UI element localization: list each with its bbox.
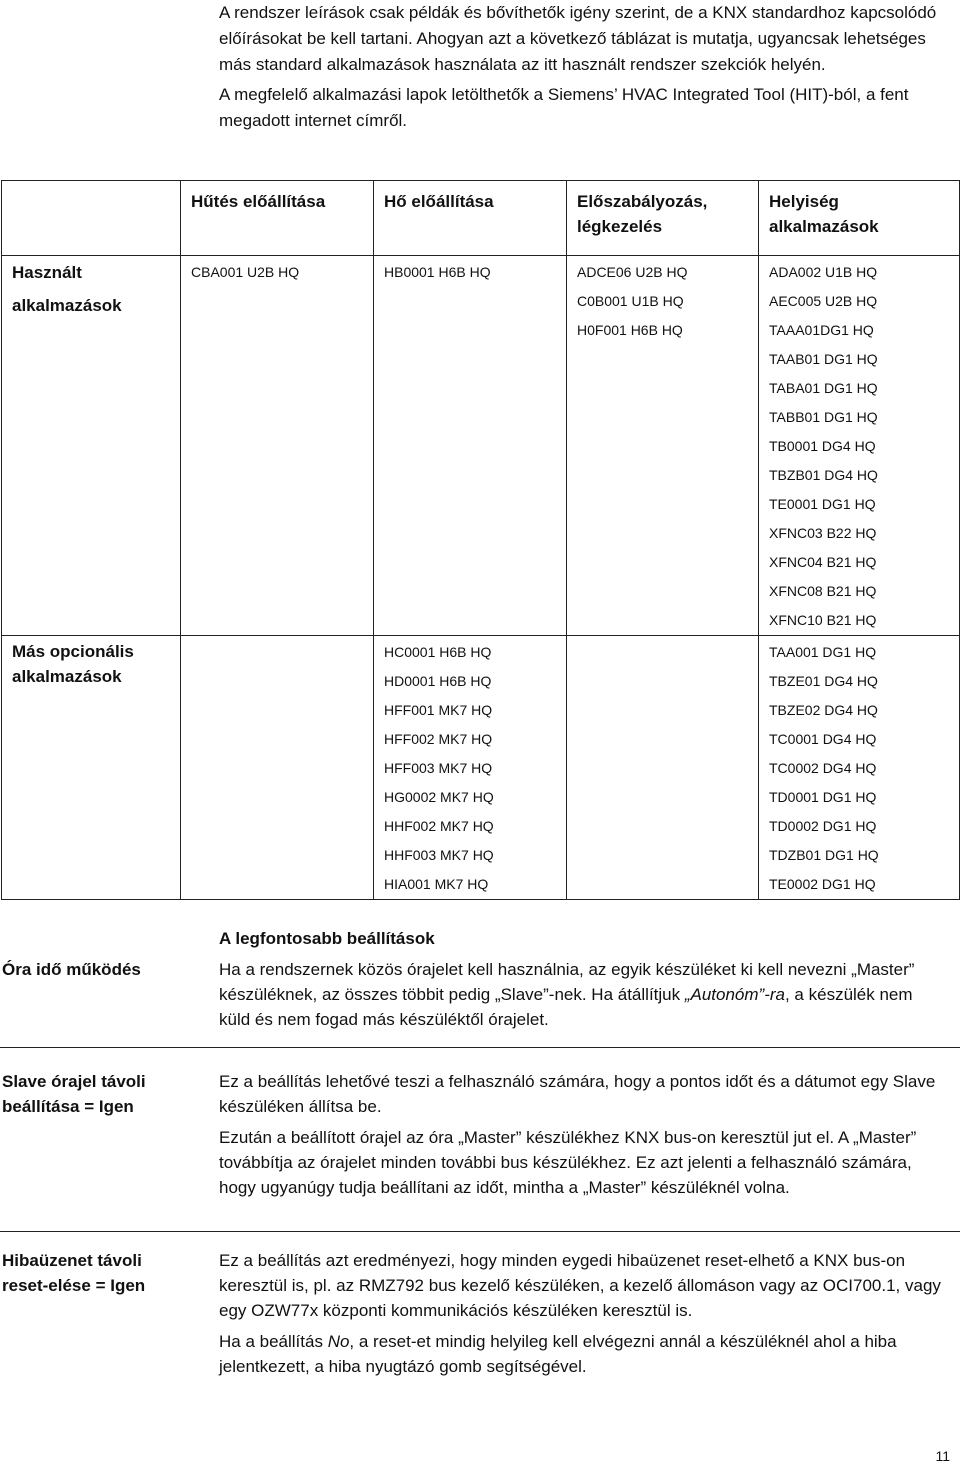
list-cooling-optional xyxy=(191,636,363,638)
divider xyxy=(0,1231,960,1232)
list-item: HC0001 H6B HQ xyxy=(384,644,492,660)
list-item: XFNC08 B21 HQ xyxy=(769,583,877,599)
list-pre-optional xyxy=(577,636,748,638)
fault-p2-em: No xyxy=(327,1332,350,1351)
list-item: ADCE06 U2B HQ xyxy=(577,264,688,280)
list-item: TD0002 DG1 HQ xyxy=(769,818,877,834)
list-item: HB0001 H6B HQ xyxy=(384,264,491,280)
header-preconditioning: Előszabályozás, légkezelés xyxy=(567,181,759,256)
slave-paragraph-1: Ez a beállítás lehetővé teszi a felhasználó számára, hogy a pontos időt és a dátumot egy Slave készüléken állítsa be. xyxy=(219,1072,936,1116)
list-item: TABB01 DG1 HQ xyxy=(769,409,878,425)
intro-paragraph-2: A megfelelő alkalmazási lapok letölthetők a Siemens’ HVAC Integrated Tool (HIT)-ból, a fent megadott internet címről. xyxy=(219,85,909,130)
fault-p2-b: , a reset-et mindig helyileg kell elvégezni annál a készüléknél ahol a hiba jelentkezett, a hiba nyugtázó gomb segítségével. xyxy=(219,1332,897,1376)
header-cooling: Hűtés előállítása xyxy=(181,181,374,256)
list-item: HIA001 MK7 HQ xyxy=(384,876,489,892)
clock-text xyxy=(219,957,945,1032)
slave-paragraph-2: Ezután a beállított órajel az óra „Master” készülékhez KNX bus-on keresztül jut el. A „Master” továbbítja az órajelet minden további bus készülékhez. Ez azt jelenti a felhasználó számára, hogy ugyanúgy tudja beállítani az időt, mintha a „Master” készüléknél volna. xyxy=(219,1128,917,1197)
list-item: TB0001 DG4 HQ xyxy=(769,438,876,454)
list-item: XFNC10 B21 HQ xyxy=(769,612,877,628)
list-room-used xyxy=(769,256,949,635)
list-item: HHF003 MK7 HQ xyxy=(384,847,494,863)
list-item: HFF002 MK7 HQ xyxy=(384,731,493,747)
clock-text-b: , a készülék nem küld és nem fogad más készüléktől órajelet. xyxy=(219,985,913,1029)
divider xyxy=(0,1047,960,1048)
list-item: TBZE01 DG4 HQ xyxy=(769,673,878,689)
list-item: HD0001 H6B HQ xyxy=(384,673,492,689)
list-item: TAA001 DG1 HQ xyxy=(769,644,877,660)
list-item: ADA002 U1B HQ xyxy=(769,264,878,280)
clock-text-a: Ha a rendszernek közös órajelet kell használnia, az egyik készüléket ki kell nevezni „Master” készüléknek, az összes többit pedig „Slave”-nek. Ha átállítjuk xyxy=(219,960,915,1004)
intro-paragraph-1: A rendszer leírások csak példák és bővíthetők igény szerint, de a KNX standardhoz kapcsolódó előírásokat be kell tartani. Ahogyan azt a következő táblázat is mutatja, ugyancsak lehetséges más standard alkalmazások használata az itt használt rendszer szekciók helyén. xyxy=(219,3,937,74)
list-item: HG0002 MK7 HQ xyxy=(384,789,494,805)
table-row xyxy=(2,636,960,900)
list-cooling-used xyxy=(191,256,363,287)
settings-heading: A legfontosabb beállítások xyxy=(219,929,435,948)
list-item: TBZB01 DG4 HQ xyxy=(769,467,878,483)
list-room-optional xyxy=(769,636,949,899)
table-header-row xyxy=(2,181,960,256)
list-item: XFNC04 B21 HQ xyxy=(769,554,877,570)
fault-paragraph-2 xyxy=(219,1329,945,1379)
list-heating-optional xyxy=(384,636,556,899)
list-item: TDZB01 DG1 HQ xyxy=(769,847,879,863)
list-item: C0B001 U1B HQ xyxy=(577,293,684,309)
page-number: 11 xyxy=(935,1448,950,1464)
list-item: HHF002 MK7 HQ xyxy=(384,818,494,834)
clock-label: Óra idő működés xyxy=(2,960,141,979)
list-item: TC0002 DG4 HQ xyxy=(769,760,877,776)
list-item: TE0002 DG1 HQ xyxy=(769,876,876,892)
table-row xyxy=(2,256,960,636)
fault-paragraph-1: Ez a beállítás azt eredményezi, hogy minden eygedi hibaüzenet reset-elhető a KNX bus-on keresztül is, pl. az RMZ792 bus kezelő készüléken, a kezelő állomáson vagy az OCI700.1, vagy egy OZW77x központi kommunikációs készüléken keresztül is. xyxy=(219,1251,941,1320)
list-item: TABA01 DG1 HQ xyxy=(769,380,878,396)
list-item: XFNC03 B22 HQ xyxy=(769,525,877,541)
slave-text xyxy=(219,1069,945,1206)
intro xyxy=(219,0,949,138)
list-pre-used xyxy=(577,256,748,345)
list-item: CBA001 U2B HQ xyxy=(191,264,300,280)
applications-table xyxy=(1,180,960,900)
list-item: TAAB01 DG1 HQ xyxy=(769,351,878,367)
list-item: AEC005 U2B HQ xyxy=(769,293,878,309)
list-item: HFF003 MK7 HQ xyxy=(384,760,493,776)
fault-label: Hibaüzenet távoli reset-elése = Igen xyxy=(2,1251,146,1295)
list-item: TD0001 DG1 HQ xyxy=(769,789,877,805)
fault-p2-a: Ha a beállítás xyxy=(219,1332,328,1351)
list-item: HFF001 MK7 HQ xyxy=(384,702,493,718)
clock-text-em: „Autonóm”-ra xyxy=(684,985,785,1004)
header-room: Helyiség alkalmazások xyxy=(759,181,960,256)
list-item: TAAA01DG1 HQ xyxy=(769,322,874,338)
slave-label: Slave órajel távoli beállítása = Igen xyxy=(2,1072,146,1116)
header-heating: Hő előállítása xyxy=(374,181,567,256)
fault-text xyxy=(219,1248,945,1385)
row-label-used: Használt alkalmazások xyxy=(2,256,181,636)
list-heating-used xyxy=(384,256,556,287)
list-item: H0F001 H6B HQ xyxy=(577,322,683,338)
row-label-optional: Más opcionális alkalmazások xyxy=(2,636,181,900)
list-item: TE0001 DG1 HQ xyxy=(769,496,876,512)
list-item: TBZE02 DG4 HQ xyxy=(769,702,878,718)
list-item: TC0001 DG4 HQ xyxy=(769,731,877,747)
table-corner xyxy=(2,181,181,256)
